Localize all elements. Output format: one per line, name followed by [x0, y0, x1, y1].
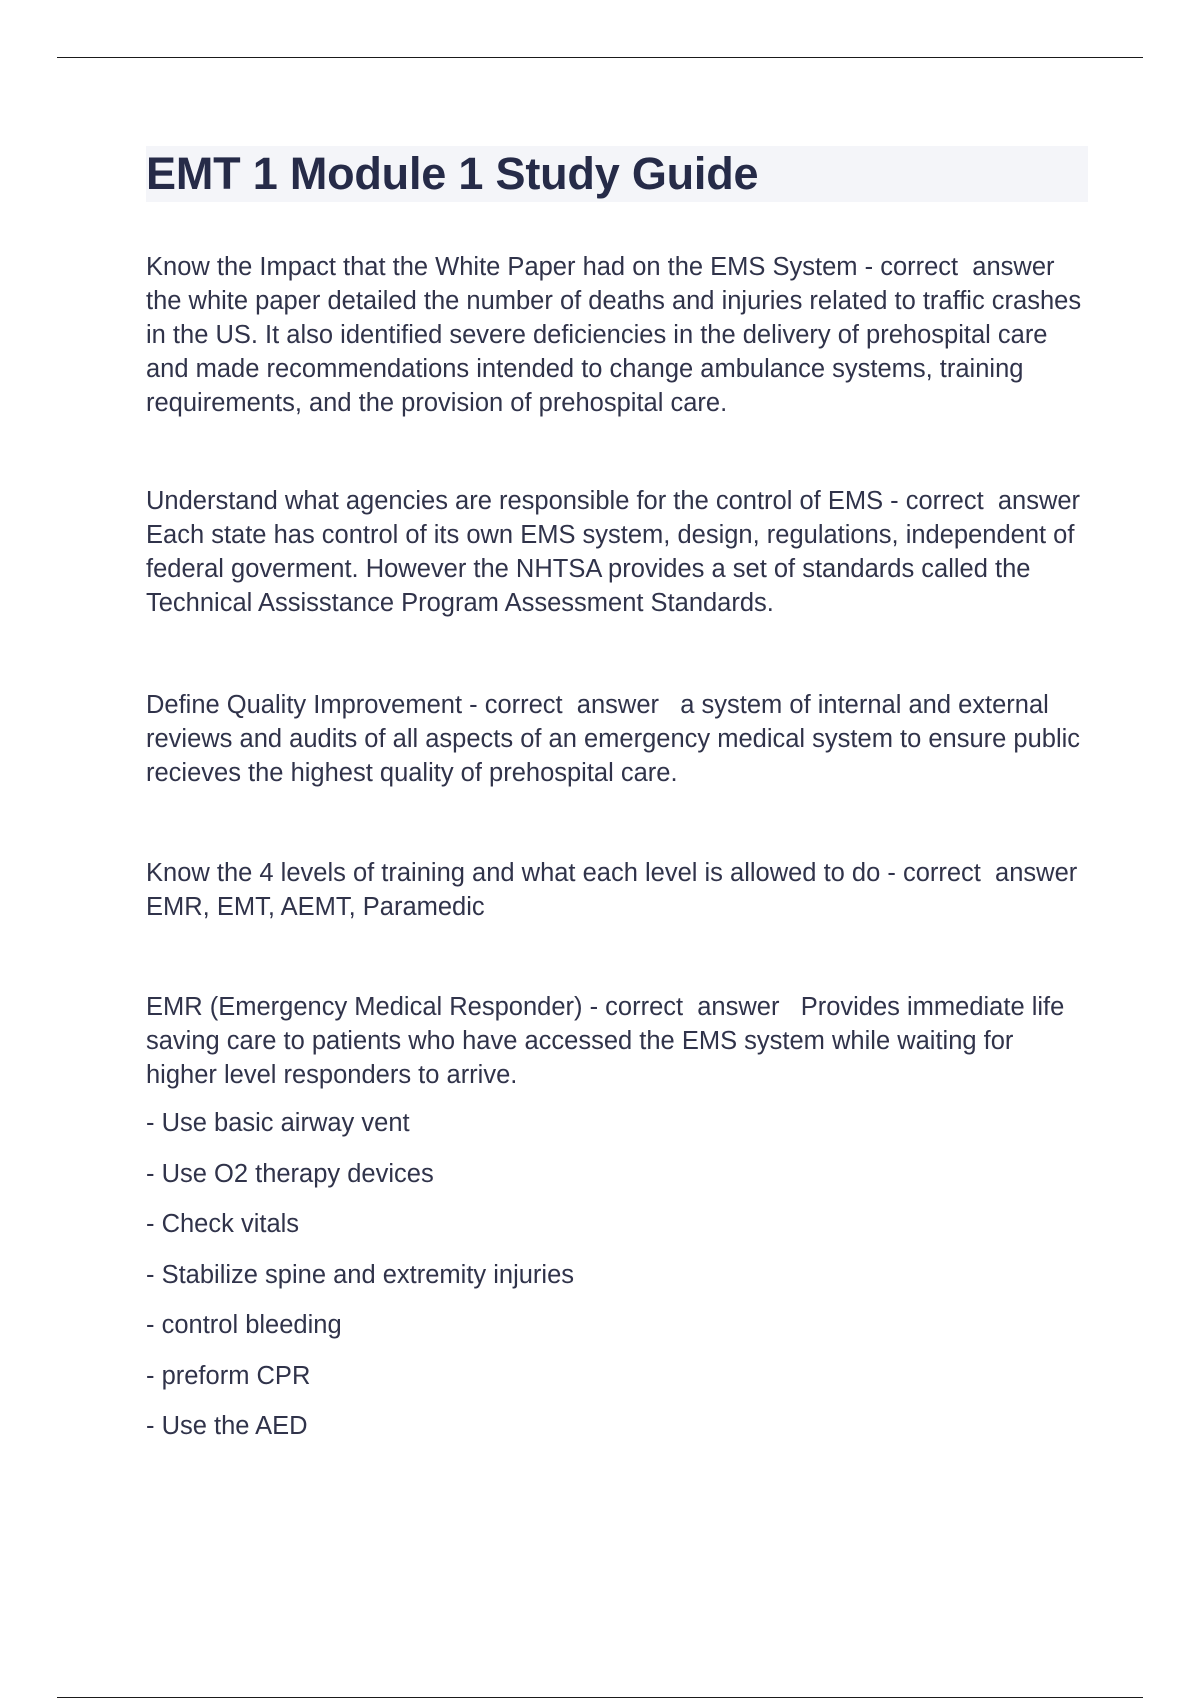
- qa-entry: [146, 484, 1102, 620]
- title-banner: [146, 146, 1088, 202]
- document-body: [146, 146, 1102, 1460]
- list-item: - Stabilize spine and extremity injuries: [146, 1260, 575, 1289]
- answer-text: a system of internal and external reviews and audits of all aspects of an emergency medical system to ensure public recieves the highest quality of prehospital care.: [146, 691, 1088, 787]
- question-text: Understand what agencies are responsible for the control of EMS - correct answer: [146, 487, 1095, 515]
- list-item: - Check vitals: [146, 1210, 300, 1238]
- answer-text: the white paper detailed the number of deaths and injuries related to traffic crashes in the US. It also identified severe deficiencies in the delivery of prehospital care and made recommendations intended to change ambulance systems, training requirements, and the provision of prehospital care.: [146, 253, 1089, 417]
- list-item: - Use the AED: [146, 1412, 308, 1440]
- question-text: Define Quality Improvement - correct answer: [146, 691, 674, 719]
- top-divider: [57, 57, 1143, 58]
- list-item: - control bleeding: [146, 1311, 342, 1339]
- emr-skills-list: [146, 1106, 1088, 1443]
- qa-entry: [146, 990, 1088, 1092]
- answer-text: Provides immediate life saving care to patients who have accessed the EMS system while waiting for higher level responders to arrive.: [146, 993, 1072, 1089]
- answer-text: Each state has control of its own EMS system, design, regulations, independent of federal goverment. However the NHTSA provides a set of standards called the Technical Assisstance Program Assessment Standards.: [146, 487, 1102, 617]
- qa-entry: [146, 250, 1088, 420]
- question-text: Know the Impact that the White Paper had on the EMS System - correct answer: [146, 253, 1069, 281]
- list-item: - Use basic airway vent: [146, 1109, 410, 1137]
- page-title: EMT 1 Module 1 Study Guide: [146, 148, 759, 199]
- question-text: EMR (Emergency Medical Responder) - correct answer: [146, 993, 794, 1021]
- bottom-divider: [57, 1697, 1143, 1698]
- list-item: - Use O2 therapy devices: [146, 1159, 434, 1188]
- qa-entry: [146, 856, 1099, 924]
- question-text: Know the 4 levels of training and what each level is allowed to do - correct answer: [146, 859, 1092, 887]
- list-item: - preform CPR: [146, 1361, 311, 1390]
- answer-text: EMR, EMT, AEMT, Paramedic: [146, 859, 1099, 921]
- qa-entry: [146, 688, 1088, 790]
